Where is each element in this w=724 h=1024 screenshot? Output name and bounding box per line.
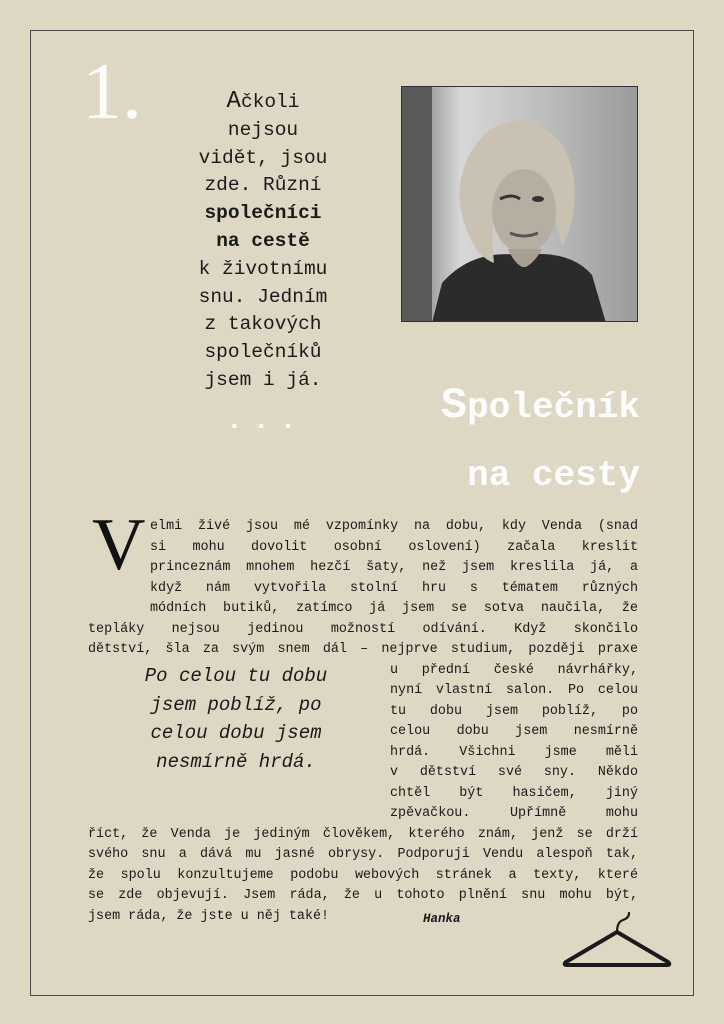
intro-line: z takových [204,313,322,336]
body-line: hrdá. Všichni jsme měli [390,745,638,760]
page-title [380,372,640,510]
body-line: princeznám mnohem hezčí šaty, než jsem kreslila já, a [150,560,638,575]
intro-line: jsem i já. [204,368,322,391]
body-line: že spolu konzultujeme podobu webových stránek a texty, které [88,868,638,883]
body-line: když nám vytvořila stolní hru s tématem různých [150,581,638,596]
body-line: říct, že Venda je jediným člověkem, kterého znám, jenž se drží [88,827,638,842]
intro-text [178,88,348,395]
intro-initial: A [226,88,241,115]
intro-line: nejsou [227,118,299,141]
title-line-2: na cesty [467,455,640,496]
title-line-1: Společník [440,381,640,431]
body-line: nyní vlastní salon. Po celou [390,683,638,698]
body-line: v dětství své sny. Někdo [390,765,638,780]
body-line: svého snu a dává mu jasné obrysy. Podporuji Vendu alespoň tak, [88,847,638,862]
intro-line: zde. Různí [204,174,322,197]
portrait-photo [401,86,638,322]
intro-line: vidět, jsou [198,146,328,169]
intro-line: k životnímu [198,257,328,280]
page-number: 1. [82,48,142,136]
drop-cap: V [92,504,146,586]
intro-line: snu. Jedním [198,285,328,308]
body-line: zpěvačkou. Upřímně mohu [390,806,638,821]
ellipsis-dots: ... [226,406,307,437]
body-line: módních butiků, zatímco já jsem se sotva naučila, že [150,601,638,616]
signature: Hanka [423,912,461,926]
body-line: tu dobu jsem poblíž, po [390,704,638,719]
intro-bold-line: na cestě [216,229,310,252]
body-line: se zde objevují. Jsem ráda, že u tohoto plnění snu mohu být, [88,888,638,903]
body-line: si mohu dovolit osobní oslovení) začala kreslit [150,540,638,555]
intro-bold-line: společníci [204,202,322,225]
body-line: jsem ráda, že jste u něj také! [88,909,330,924]
intro-line: společníků [204,341,322,364]
pull-quote: Po celou tu dobu jsem poblíž, po celou dobu jsem nesmírně hrdá. [144,665,328,773]
body-line: tepláky nejsou jedinou možností odívání. Když skončilo [88,622,638,637]
body-line: elmi živé jsou mé vzpomínky na dobu, kdy Venda (snad [150,519,638,534]
body-line: u přední české návrhářky, [390,663,638,678]
body-line: dětství, šla za svým snem dál – nejprve studium, později praxe [88,642,638,657]
body-line: celou dobu jsem nesmírně [390,724,638,739]
body-line: chtěl být hasičem, jiný [390,786,638,801]
hanger-icon [562,912,672,970]
intro-line: Ačkoli [226,88,300,115]
